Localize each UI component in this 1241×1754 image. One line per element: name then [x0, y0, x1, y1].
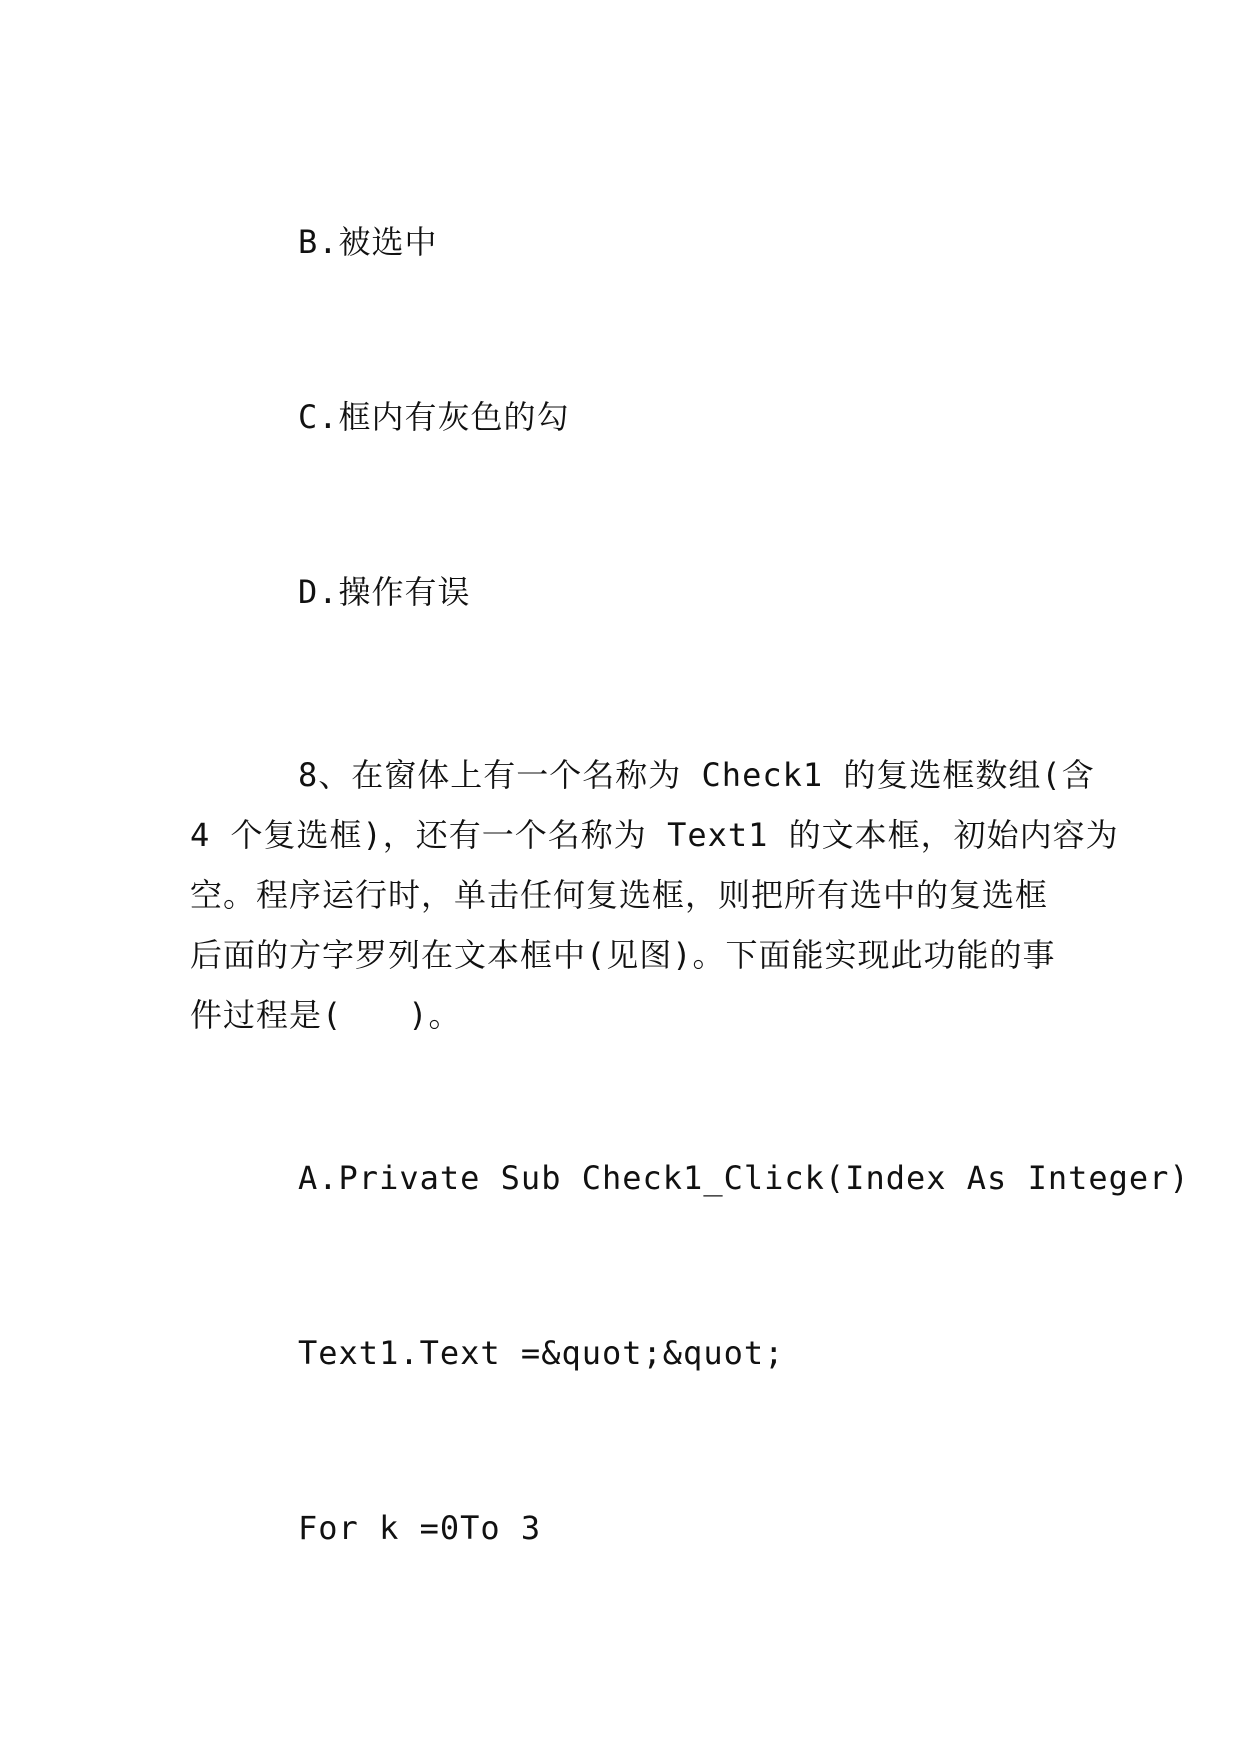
question-line: 8、在窗体上有一个名称为 Check1 的复选框数组(含	[298, 756, 1095, 794]
option-d: D.操作有误	[298, 573, 471, 611]
option-a-code: A.Private Sub Check1_Click(Index As Integer)	[298, 1159, 1190, 1197]
code-line-text-clear: Text1.Text =&quot;&quot;	[298, 1334, 785, 1372]
option-b: B.被选中	[298, 223, 438, 261]
question-line: 后面的方字罗列在文本框中(见图)。下面能实现此功能的事	[190, 936, 1056, 974]
code-line-for-loop: For k =0To 3	[298, 1509, 542, 1547]
question-line: 4 个复选框)，还有一个名称为 Text1 的文本框，初始内容为	[190, 816, 1119, 854]
question-line: 件过程是( )。	[190, 996, 462, 1034]
question-8	[190, 745, 1119, 1045]
option-c: C.框内有灰色的勾	[298, 398, 570, 436]
question-line: 空。程序运行时，单击任何复选框，则把所有选中的复选框	[190, 876, 1049, 914]
